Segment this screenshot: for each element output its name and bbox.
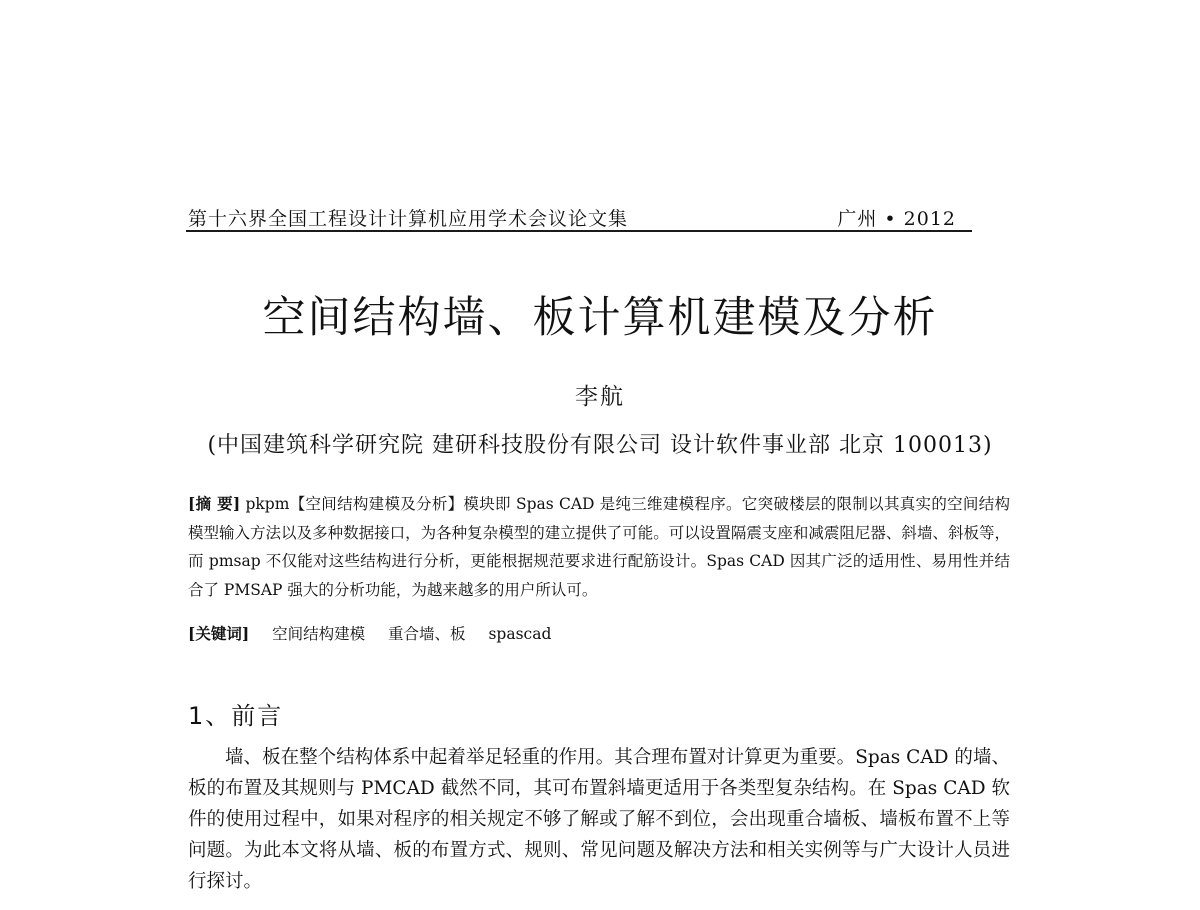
introduction-paragraph: 墙、板在整个结构体系中起着举足轻重的作用。其合理布置对计算更为重要。Spas CAD 的墙、板的布置及其规则与 PMCAD 截然不同，其可布置斜墙更适用于各类型复杂结构。在 Spas CAD 软件的使用过程中，如果对程序的相关规定不够了解或了解不到位，会出现重合墙板、墙板布置不上等问题。为此本文将从墙、板的布置方式、规则、常见问题及解决方法和相关实例等与广大设计人员进行探讨。 <box>188 747 1010 892</box>
abstract-label: [摘 要] <box>188 494 241 513</box>
abstract-text: pkpm【空间结构建模及分析】模块即 Spas CAD 是纯三维建模程序。它突破楼层的限制以其真实的空间结构模型输入方法以及多种数据接口，为各种复杂模型的建立提供了可能。可以设置隔震支座和减震阻尼器、斜墙、斜板等，而 pmsap 不仅能对这些结构进行分析，更能根据规范要求进行配筋设计。Spas CAD 因其广泛的适用性、易用性并结合了 PMSAP 强大的分析功能，为越来越多的用户所认可。 <box>188 495 1010 599</box>
author-name: 李航 <box>575 384 625 410</box>
paper-title: 空间结构墙、板计算机建模及分析 <box>262 293 938 343</box>
abstract <box>188 490 1010 604</box>
section-heading-introduction: 1、前言 <box>188 702 284 730</box>
conference-name: 第十六界全国工程设计计算机应用学术会议论文集 <box>188 208 629 230</box>
keywords-text: 空间结构建模 重合墙、板 spascad <box>249 625 552 643</box>
conference-place-year: 广州 • 2012 <box>837 208 956 230</box>
keywords-label: [关键词] <box>188 624 250 643</box>
keywords <box>188 620 1010 648</box>
author-affiliation: (中国建筑科学研究院 建研科技股份有限公司 设计软件事业部 北京 100013) <box>207 433 993 458</box>
running-header <box>186 204 972 232</box>
